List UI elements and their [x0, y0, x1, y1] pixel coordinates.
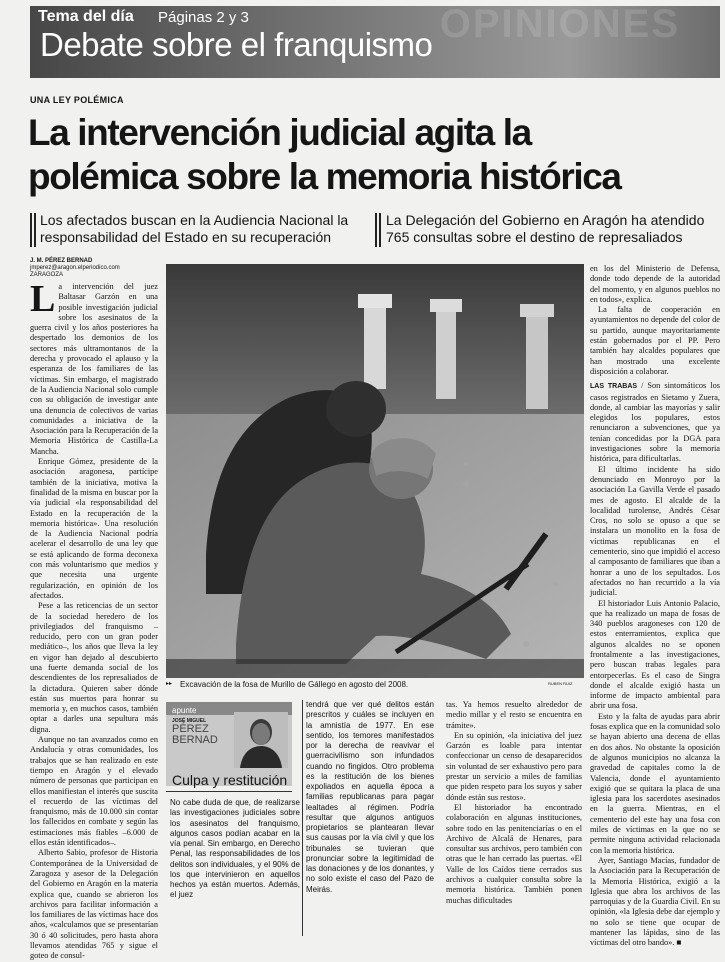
drop-cap: L — [30, 278, 56, 320]
main-photo — [166, 264, 584, 678]
opinion-paragraph: tendrá que ver qué delitos están prescritos y cuáles se incluyen en la amnistía de 1977. En ese sentido, los temores manifestados por la derecha de reavivar el guerracivilismo son infundados cuando no fingidos. Otro problema es la restitución de los bienes expoliados en aquella época a familias republicanas para pagar lealtades al régimen. Podría resultar que algunos antiguos propietarios se plantearan llevar sus causas por la vía civil y que los tribunales se tuvieran que pronunciar sobre la legitimidad de las donaciones y de los donantes, y no solo existe el caso del Pazo de Meirás. — [306, 700, 434, 894]
paragraph: Pese a las reticencias de un sector de la sociedad heredero de los privilegiados del franquismo –reducido, pero con un gran poder mediático–, los años que lleva la ley en vigor han dejado al descubierto una fuerte demanda social de los descendientes de los represaliados de la dictadura. Quieren saber dónde están sus muertos para honrar su memoria y, en muchos casos, también optar a darles una sepultura más digna. — [30, 601, 158, 734]
opinion-author-line-1: PÉREZ — [172, 723, 209, 735]
tema-del-dia-label: Tema del día — [38, 8, 134, 25]
deck-left-line-1: Los afectados buscan en la Audiencia Nacional la — [40, 212, 349, 228]
paragraph: tas. Ya hemos resuelto alrededor de medio millar y el resto se encuentra en trámite». — [446, 700, 582, 730]
paragraph — [590, 856, 720, 949]
page-reference: Páginas 2 y 3 — [158, 9, 249, 26]
paragraph: El historiador ha encontrado colaboración en algunas instituciones, sobre todo en las penitenciarías o en el Archivo de Alcalá de Henares, para consultar sus archivos, pero también con otras que le han cerrado las puertas. «El Valle de los Caídos tiene cerrados sus archivos a cualquier consulta sobre la memoria histórica. También ponen muchas dificultades — [446, 802, 582, 905]
opinion-author-line-2: BERNAD — [172, 734, 218, 746]
paragraph: Aunque no tan avanzados como en Andalucía y otras comunidades, los trabajos que se han realizado en este tiempo en Aragón y el elevado número de personas que participan en ellos manifiestan el interés que suscita el recuerdo de las víctimas del franquismo, más de 10.000 sin contar los fallecidos en combate y según las estimaciones más fiables –6.000 de ellos están identificados–. — [30, 735, 158, 848]
opinion-title: Culpa y restitución — [172, 772, 288, 788]
deck-bar-right — [375, 213, 377, 247]
opinion-rule — [166, 791, 292, 792]
deck-right — [386, 212, 722, 246]
paragraph — [30, 278, 158, 457]
paragraph: Alberto Sabio, profesor de Historia Contemporánea de la Universidad de Zaragoza y asesor de la Delegación del Gobierno en Aragón en la materia explica que, cuando se abrieron los archivos para facilitar información a los familiares de las víctimas hace dos años, «calculamos que se presentarían 30 ó 40 solicitudes, pero hasta ahora llevamos atendidas 765 y sigue el goteo de consul- — [30, 848, 158, 961]
paragraph-text: Son sintomáticos los casos registrados en Sietamo y Zuera, donde, al cambiar las mayorías y salir elegidos los populares, estos renunciaron a subvenciones, que ya tenían concedidas por la DGA para investigaciones sobre la memoria histórica, para dificultarlas. — [590, 381, 720, 464]
section-title: Debate sobre el franquismo — [40, 26, 433, 63]
byline-name: J. M. PÉREZ BERNAD — [30, 258, 93, 264]
deck-right-line-1: La Delegación del Gobierno en Aragón ha atendido — [386, 212, 705, 228]
byline-city: ZARAGOZA — [30, 272, 64, 278]
article-column-4 — [590, 264, 720, 948]
deck-bar-left — [30, 213, 32, 247]
paragraph: Enrique Gómez, presidente de la asociación aragonesa, partícipe también de la iniciativa, motiva la finalidad de la misma en buscar por la vía judicial «la responsabilidad del Estado en la recuperación de la memoria histórica». Una resolución de la Audiencia Nacional podría acelerar el desarrollo de una ley que se está aplicando de forma deconexa con más voluntarismo que medios y que necesita una urgente regularización, en opinión de los afectados. — [30, 457, 158, 600]
paragraph: en los del Ministerio de Defensa, donde todo depende de la autoridad del momento, y en algunos pueblos no en todos», explica. — [590, 264, 720, 304]
portrait-image — [234, 712, 288, 768]
opinion-author-first: JOSÉ MIGUEL — [172, 718, 207, 724]
subhead: LAS TRABAS — [590, 383, 638, 391]
paragraph: Esto y la falta de ayudas para abrir fosas explica que en la comunidad solo se hayan abierto una decena de ellas en dos años. No obstante la oposición de algunos municipios no alcanza la gravedad de capitales como la de Valencia, donde el ayuntamiento exigió que se quitara la placa de una iglesia para los sacerdotes asesinados en la guerra. Mientras, en el cementerio del este hay una fosa con miles de víctimas en la que no se permite ninguna actividad relacionada con la memoria histórica. — [590, 711, 720, 855]
headline-line-1: La intervención judicial agita la — [28, 112, 531, 153]
deck-right-line-2: 765 consultas sobre el destino de represaliados — [386, 229, 683, 245]
paragraph: El historiador Luis Antonio Palacio, que ha realizado un mapa de fosas de 340 pueblos aragoneses con 120 de estos enterramientos, explica que algunos alcaldes no se oponen frontalmente a las investigaciones, pero buscan trabas legales para entorpecerlas. Es el caso de Singra donde el alcalde exigió hasta un informe de impacto ambiental para abrir una fosa. — [590, 598, 720, 711]
byline-email: jmperez@aragon.elperiodico.com — [30, 265, 120, 271]
deck-bar-left-2 — [34, 213, 36, 247]
deck-left-line-2: responsabilidad del Estado en su recuperación — [40, 229, 332, 245]
kicker: UNA LEY POLÉMICA — [30, 95, 124, 105]
opinion-divider — [302, 700, 303, 936]
paragraph-text: Ayer, Santiago Macías, fundador de la Asociación para la Recuperación de la Memoria Histórica, exigió a la Iglesia que abra los archivos de las parroquias y de la Guardia Civil. En su opinión, «la Iglesia debe dar ejemplo y no solo se tiene que ocupar de mantener las lápidas, sino de las víctimas del otro bando». — [590, 855, 720, 948]
paragraph: La falta de cooperación en ayuntamientos no depende del color de su partido, aunque mayoritariamente están gobernados por el PP. Pero también hay alcaldes populares que han mostrado una excelente disposición a colaborar. — [590, 305, 720, 376]
opinion-column-1 — [170, 798, 300, 936]
author-portrait — [234, 712, 288, 768]
photo-credit: RUBEN RUIZ — [548, 681, 573, 686]
opinion-column-2 — [306, 700, 434, 936]
photo-caption: Excavación de la fosa de Murillo de Gállego en agosto del 2008. — [180, 680, 409, 689]
opinion-paragraph: No cabe duda de que, de realizarse las investigaciones judiciales sobre los asesinatos del franquismo, algunos casos podían acabar en la vía penal. Sin embargo, en Derecho Penal, las responsabilidades de los delitos son individuales, y el 90% de los que intervinieron en aquellos hechos ya están muertos. Además, el juez — [170, 798, 300, 900]
masthead-watermark: OPINIONES — [439, 2, 680, 46]
end-mark-icon: ■ — [676, 938, 682, 948]
paragraph: En su opinión, «la iniciativa del juez Garzón es loable para intentar confeccionar un censo de desaparecidos sin voluntad de ser exhaustivo pero para prestar un servicio a miles de familias que piden respeto para los suyos y saber dónde están sus restos». — [446, 730, 582, 802]
paragraph: El último incidente ha sido denunciado en Monroyo por la asociación La Gavilla Verde el pasado mes de agosto. El alcalde de la localidad turolense, Andrés César Cros, no solo se opuso a que se instalara un monolito en la fosa de víctimas republicanas en el cementerio, sino que impidió el acceso al camposanto de familiares que iban a honrar a uno de los sepultados. Los afectados no han recurrido a la vía judicial. — [590, 464, 720, 598]
deck-left — [40, 212, 370, 246]
section-masthead — [30, 2, 720, 78]
paragraph-text: a intervención del juez Baltasar Garzón en una posible investigación judicial sobre los asesinatos de la guerra civil y los años posteriores ha despertado los demonios de los sectores más ultramontanos de la derecha y provocado el aplauso y la esperanza de los familiares de las víctimas. Sin embargo, el magistrado de la Audiencia Nacional solo cumple con su obligación de investigar ante una denuncia de colectivos de varias comunidades a iniciativa de la Asociación para la Recuperación de la Memoria Histórica de Castilla-La Mancha. — [30, 282, 158, 456]
article-column-1 — [30, 278, 158, 961]
opinion-label: apunte — [172, 706, 197, 715]
article-column-3 — [446, 700, 582, 936]
excavation-photo — [166, 264, 584, 678]
deck-bar-right-2 — [379, 213, 381, 247]
headline-line-2: polémica sobre la memoria histórica — [28, 156, 621, 197]
paragraph: LAS TRABAS / Son sintomáticos los casos registrados en Sietamo y Zuera, donde, al cambiar las mayorías y salir elegidos los populares, estos renunciaron a subvenciones, que ya tenían concedidas por la DGA para investigaciones sobre la memoria histórica, para dificultarlas. — [590, 381, 720, 464]
caption-arrow-icon: ▸▸ — [166, 681, 173, 687]
opinion-author-last — [172, 724, 218, 746]
